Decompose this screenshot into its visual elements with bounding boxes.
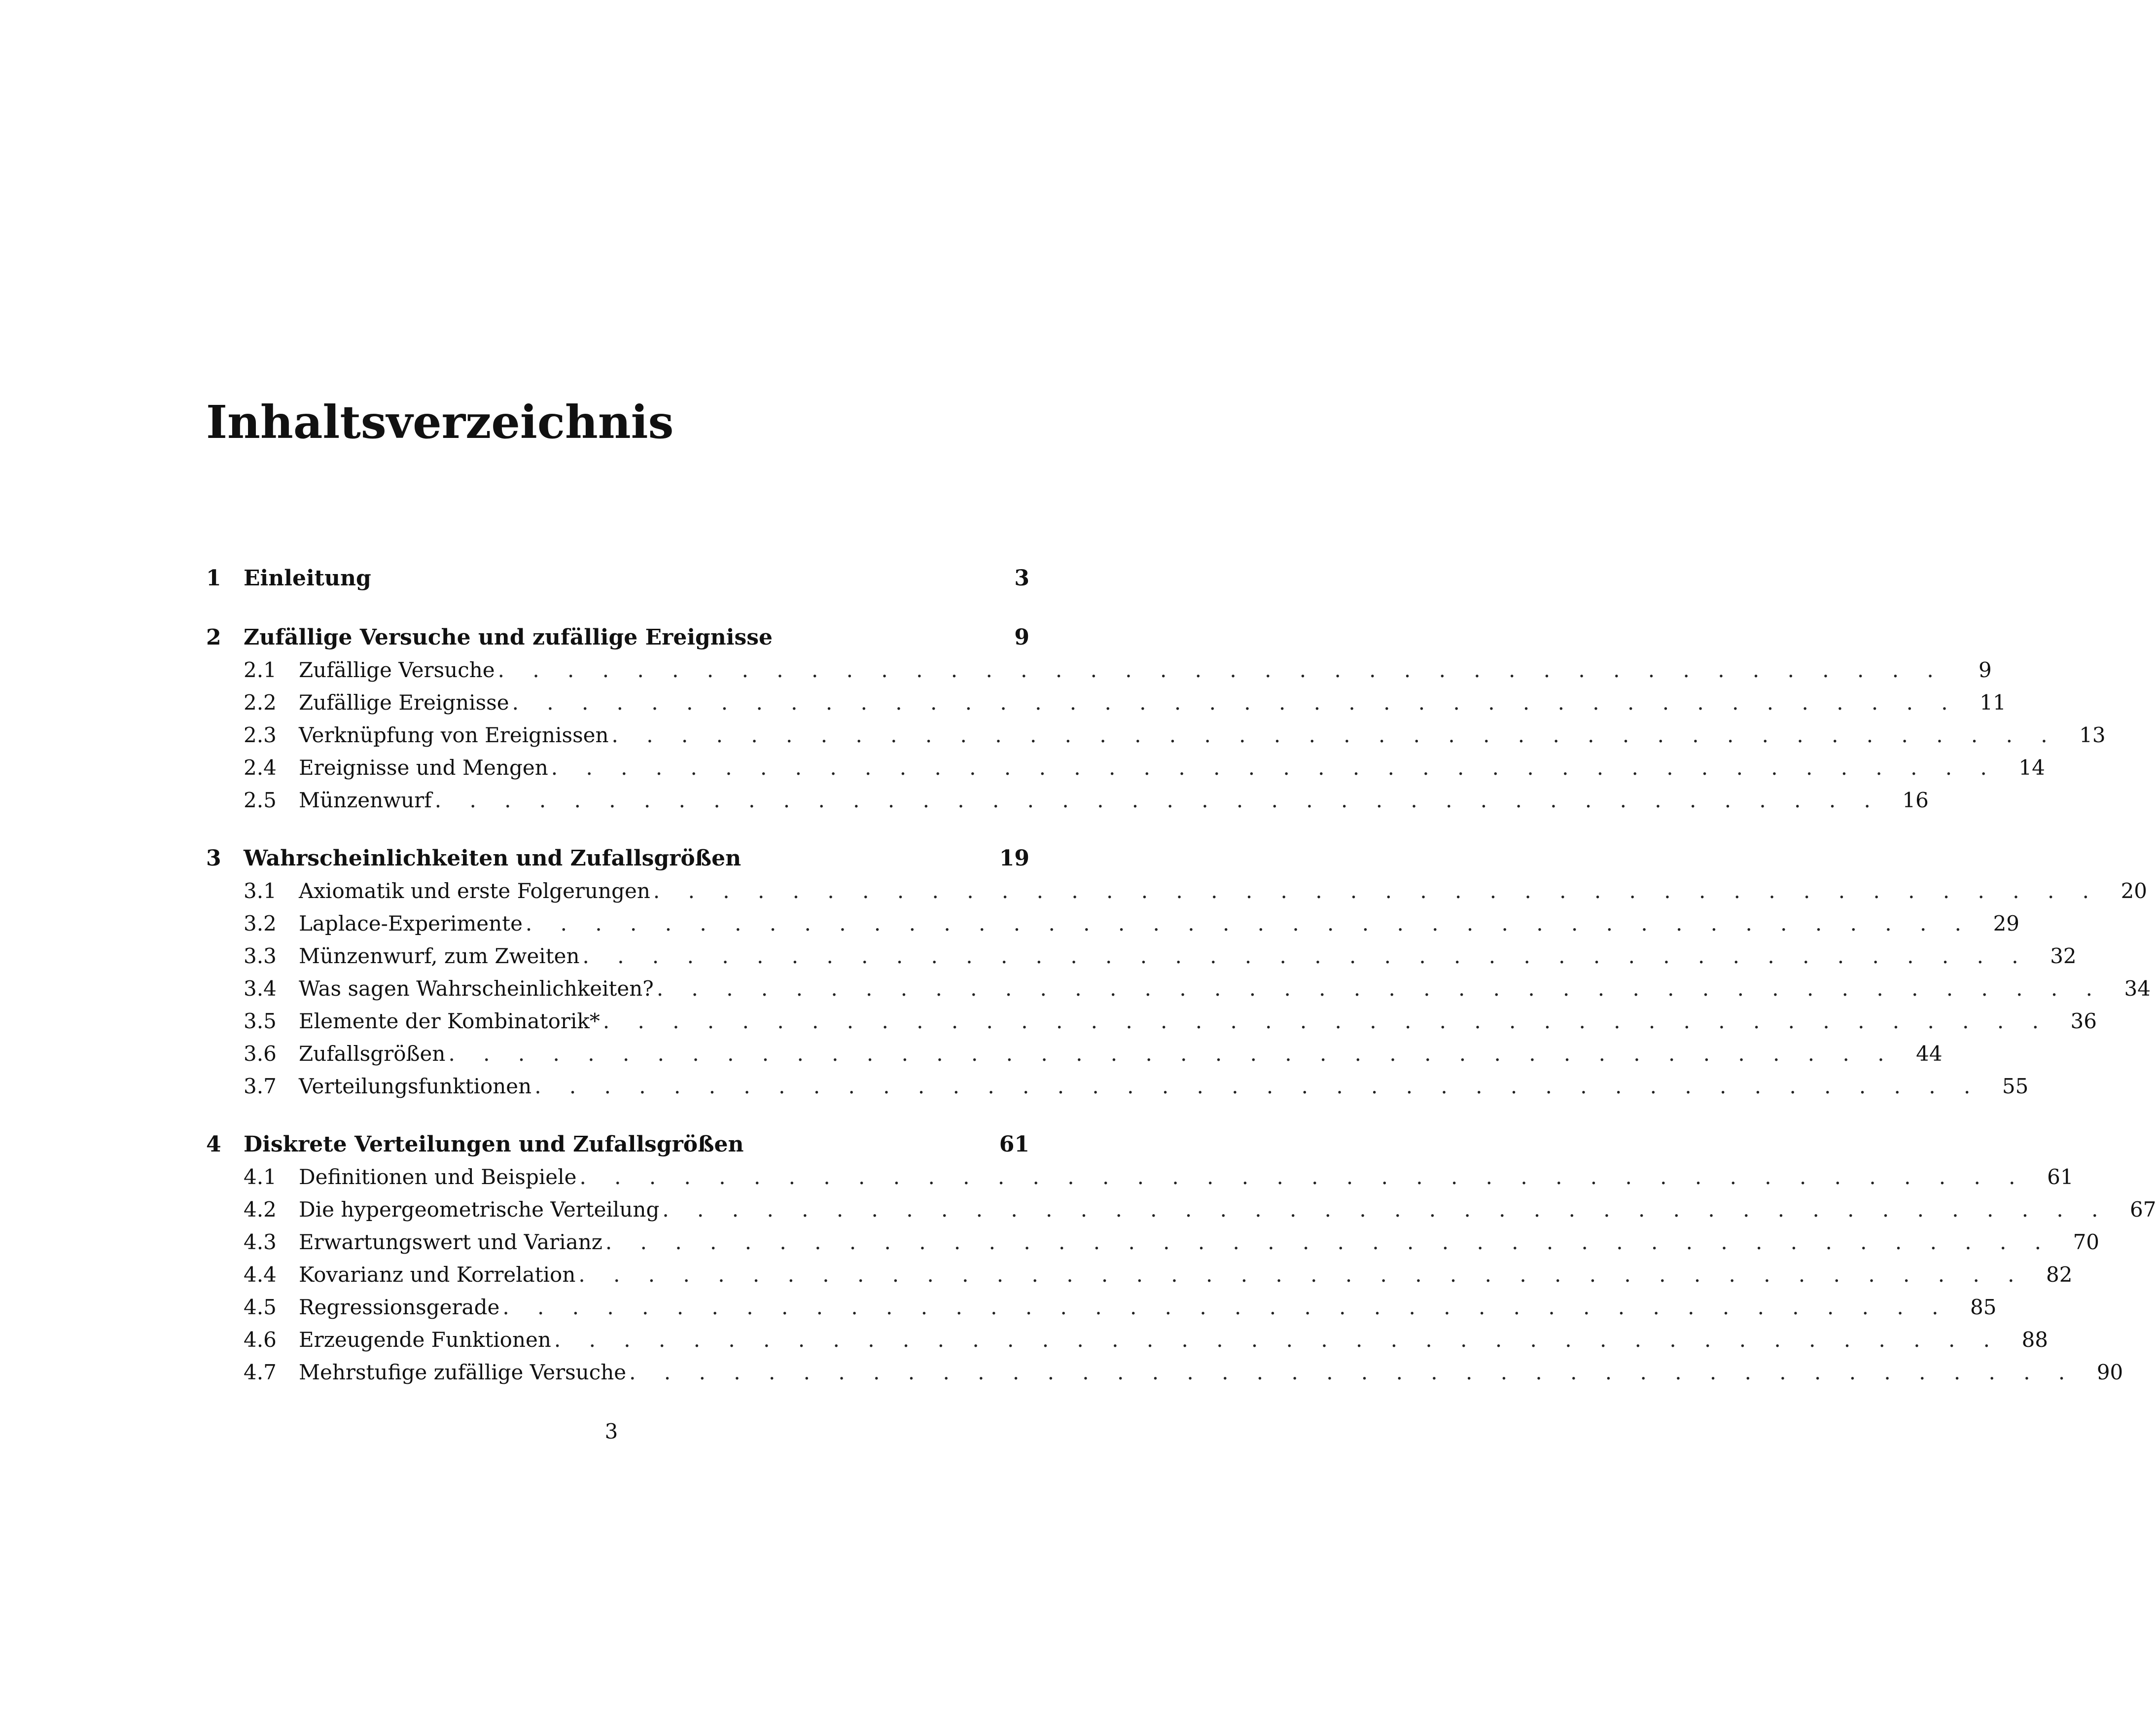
page-title: Inhaltsverzeichnis [206, 396, 674, 449]
section-title: Regressionsgerade [299, 1295, 500, 1319]
toc-section-entry[interactable] [206, 784, 1929, 817]
chapter-page: 9 [1014, 625, 1029, 650]
section-number: 4.3 [244, 1230, 277, 1254]
chapter-title: Diskrete Verteilungen und Zufallsgrößen [244, 1132, 744, 1157]
chapter-number: 2 [206, 625, 221, 650]
leader-dots: . . . . . . . . . . . . . . . . . . . . . . . . . . . . . . . . . . . . . . . . . . [578, 1262, 2025, 1287]
leader-dots: . . . . . . . . . . . . . . . . . . . . . . . . . . . . . . . . . . . . . . . . . . [656, 976, 2103, 1001]
toc-section-entry[interactable] [206, 654, 1992, 686]
leader-dots: . . . . . . . . . . . . . . . . . . . . . . . . . . . . . . . . . . . . . . . . . . [602, 1009, 2050, 1033]
section-page: 88 [2021, 1328, 2049, 1352]
section-number: 2.5 [244, 788, 277, 812]
section-title: Verteilungsfunktionen [299, 1074, 532, 1098]
chapter-title: Wahrscheinlichkeiten und Zufallsgrößen [244, 846, 742, 871]
leader-dots: . . . . . . . . . . . . . . . . . . . . . . . . . . . . . . . . . . . . . . . . . . [434, 788, 1881, 812]
chapter-title: Einleitung [244, 566, 371, 591]
section-title: Axiomatik und erste Folgerungen [299, 879, 650, 903]
section-number: 3.4 [244, 976, 277, 1001]
toc-chapter-entry[interactable] [206, 842, 1029, 875]
section-number: 3.6 [244, 1042, 277, 1066]
section-title: Laplace-Experimente [299, 911, 523, 936]
chapter-page: 3 [1014, 566, 1029, 591]
chapter-title: Zufällige Versuche und zufällige Ereignisse [244, 625, 773, 650]
leader-dots: . . . . . . . . . . . . . . . . . . . . . . . . . . . . . . . . . . . . . . . . . . [502, 1295, 1949, 1319]
section-page: 20 [2121, 879, 2148, 903]
toc-section-entry[interactable] [206, 1038, 1943, 1070]
toc-section-entry[interactable] [206, 719, 2106, 752]
toc-section-entry[interactable] [206, 1291, 1997, 1324]
toc-section-entry[interactable] [206, 1324, 2049, 1356]
section-page: 55 [2002, 1074, 2029, 1098]
section-number: 2.3 [244, 723, 277, 747]
leader-dots: . . . . . . . . . . . . . . . . . . . . . . . . . . . . . . . . . . . . . . . . . . [497, 658, 1944, 682]
toc-section-entry[interactable] [206, 752, 2045, 784]
chapter-2 [206, 621, 2106, 817]
section-number: 3.2 [244, 911, 277, 936]
toc-section-entry[interactable] [206, 940, 2077, 973]
toc-chapter-entry[interactable] [206, 1128, 1029, 1161]
section-page: 44 [1916, 1042, 1943, 1066]
table-of-contents [206, 562, 2156, 1389]
section-title: Mehrstufige zufällige Versuche [299, 1360, 627, 1384]
chapter-number: 4 [206, 1132, 221, 1157]
leader-dots: . . . . . . . . . . . . . . . . . . . . . . . . . . . . . . . . . . . . . . . . . . [551, 756, 1998, 780]
leader-dots: . . . . . . . . . . . . . . . . . . . . . . . . . . . . . . . . . . . . . . . . . . [605, 1230, 2052, 1254]
section-page: 14 [2018, 756, 2045, 780]
section-title: Zufällige Versuche [299, 658, 495, 682]
toc-chapter-entry[interactable] [206, 621, 1029, 654]
toc-section-entry[interactable] [206, 686, 2006, 719]
section-number: 4.1 [244, 1165, 277, 1189]
section-number: 3.5 [244, 1009, 277, 1033]
section-number: 3.3 [244, 944, 277, 968]
toc-section-entry[interactable] [206, 875, 2148, 907]
leader-dots: . . . . . . . . . . . . . . . . . . . . . . . . . . . . . . . . . . . . . . . . . . [582, 944, 2029, 968]
section-title: Zufallsgrößen [299, 1042, 446, 1066]
chapter-1 [206, 562, 1029, 595]
section-page: 36 [2070, 1009, 2097, 1033]
section-page: 16 [1902, 788, 1929, 812]
section-title: Erwartungswert und Varianz [299, 1230, 602, 1254]
leader-dots: . . . . . . . . . . . . . . . . . . . . . . . . . . . . . . . . . . . . . . . . . . [448, 1042, 1895, 1066]
leader-dots: . . . . . . . . . . . . . . . . . . . . . . . . . . . . . . . . . . . . . . . . . . [579, 1165, 2026, 1189]
toc-section-entry[interactable] [206, 1070, 2029, 1103]
leader-dots: . . . . . . . . . . . . . . . . . . . . . . . . . . . . . . . . . . . . . . . . . . [554, 1328, 2001, 1352]
toc-section-entry[interactable] [206, 1005, 2097, 1038]
section-page: 29 [1993, 911, 2020, 936]
section-page: 11 [1979, 690, 2006, 715]
section-number: 3.7 [244, 1074, 277, 1098]
chapter-page: 61 [999, 1132, 1029, 1157]
section-page: 82 [2046, 1262, 2073, 1287]
section-page: 90 [2096, 1360, 2123, 1384]
section-page: 9 [1979, 658, 1992, 682]
toc-section-entry[interactable] [206, 1226, 2100, 1259]
leader-dots: . . . . . . . . . . . . . . . . . . . . . . . . . . . . . . . . . . . . . . . . . . [512, 690, 1959, 715]
section-title: Kovarianz und Korrelation [299, 1262, 576, 1287]
chapter-number: 3 [206, 846, 221, 871]
section-number: 4.7 [244, 1360, 277, 1384]
leader-dots: . . . . . . . . . . . . . . . . . . . . . . . . . . . . . . . . . . . . . . . . . . [611, 723, 2058, 747]
section-page: 61 [2047, 1165, 2074, 1189]
leader-dots: . . . . . . . . . . . . . . . . . . . . . . . . . . . . . . . . . . . . . . . . . . [629, 1360, 2076, 1384]
toc-section-entry[interactable] [206, 1193, 2156, 1226]
section-page: 70 [2073, 1230, 2100, 1254]
section-title: Zufällige Ereignisse [299, 690, 509, 715]
section-title: Verknüpfung von Ereignissen [299, 723, 609, 747]
section-title: Die hypergeometrische Verteilung [299, 1197, 660, 1222]
section-number: 4.5 [244, 1295, 277, 1319]
toc-section-entry[interactable] [206, 1356, 2123, 1389]
toc-chapter-entry[interactable] [206, 562, 1029, 595]
leader-dots: . . . . . . . . . . . . . . . . . . . . . . . . . . . . . . . . . . . . . . . . . . [653, 879, 2100, 903]
toc-section-entry[interactable] [206, 973, 2151, 1005]
section-page: 13 [2079, 723, 2106, 747]
leader-dots: . . . . . . . . . . . . . . . . . . . . . . . . . . . . . . . . . . . . . . . . . . [662, 1197, 2109, 1222]
chapter-page: 19 [999, 846, 1029, 871]
leader-dots: . . . . . . . . . . . . . . . . . . . . . . . . . . . . . . . . . . . . . . . . . . [525, 911, 1973, 936]
toc-section-entry[interactable] [206, 907, 2020, 940]
section-page: 85 [1970, 1295, 1997, 1319]
section-number: 2.4 [244, 756, 277, 780]
section-page: 67 [2130, 1197, 2156, 1222]
section-page: 34 [2124, 976, 2151, 1001]
section-number: 4.6 [244, 1328, 277, 1352]
section-title: Münzenwurf [299, 788, 432, 812]
chapter-4 [206, 1128, 2156, 1389]
section-number: 2.2 [244, 690, 277, 715]
chapter-number: 1 [206, 566, 221, 591]
section-page: 32 [2050, 944, 2077, 968]
section-title: Münzenwurf, zum Zweiten [299, 944, 580, 968]
section-title: Definitionen und Beispiele [299, 1165, 577, 1189]
leader-dots: . . . . . . . . . . . . . . . . . . . . . . . . . . . . . . . . . . . . . . . . . . [534, 1074, 1981, 1098]
section-number: 4.4 [244, 1262, 277, 1287]
page-number: 3 [604, 1419, 618, 1443]
section-title: Elemente der Kombinatorik* [299, 1009, 600, 1033]
section-title: Erzeugende Funktionen [299, 1328, 551, 1352]
chapter-3 [206, 842, 2151, 1103]
toc-section-entry[interactable] [206, 1259, 2073, 1291]
toc-section-entry[interactable] [206, 1161, 2074, 1193]
section-title: Ereignisse und Mengen [299, 756, 548, 780]
section-number: 2.1 [244, 658, 277, 682]
section-title: Was sagen Wahrscheinlichkeiten? [299, 976, 654, 1001]
section-number: 3.1 [244, 879, 277, 903]
section-number: 4.2 [244, 1197, 277, 1222]
